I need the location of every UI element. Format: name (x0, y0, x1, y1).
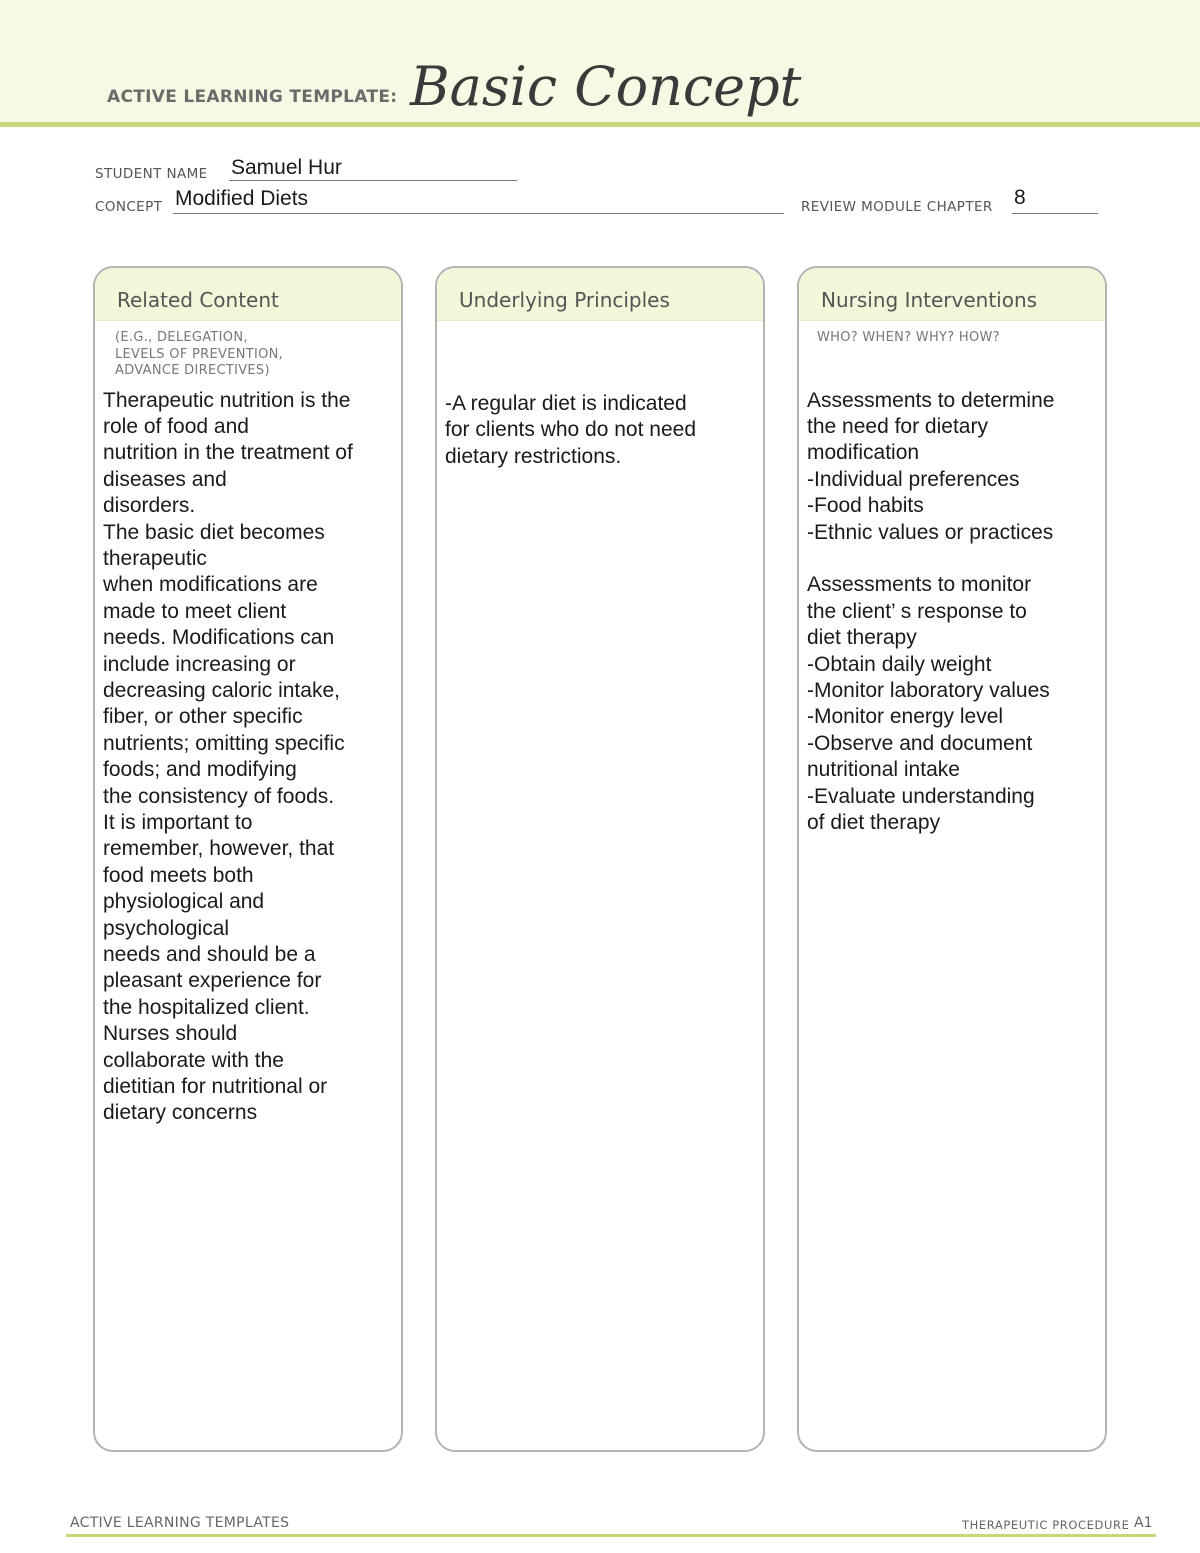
underlying-principles-panel (435, 266, 765, 1452)
concept-label: CONCEPT (95, 199, 163, 215)
student-name-field[interactable]: Samuel Hur (231, 156, 342, 179)
page-number: A1 (1134, 1515, 1153, 1531)
page-title: Basic Concept (410, 55, 802, 118)
related-content-subtitle-line: LEVELS OF PREVENTION, (115, 346, 284, 362)
underlying-principles-title: Underlying Principles (437, 268, 763, 321)
chapter-label: REVIEW MODULE CHAPTER (801, 199, 993, 215)
related-content-subtitle-line: (E.G., DELEGATION, (115, 330, 248, 345)
related-content-title: Related Content (95, 268, 401, 321)
footer-procedure: THERAPEUTIC PROCEDURE (962, 1518, 1130, 1532)
nursing-interventions-panel (797, 266, 1107, 1452)
doc-label: ACTIVE LEARNING TEMPLATE: (107, 87, 398, 107)
concept-field[interactable]: Modified Diets (175, 187, 309, 210)
concept-underline (173, 213, 784, 214)
student-name-label: STUDENT NAME (95, 166, 208, 182)
student-name-underline (229, 180, 517, 181)
nursing-interventions-text[interactable]: Assessments to determine the need for dietary modification -Individual preferences -Food habits -Ethnic values or practices Assessments to monitor the client’ s response to diet therapy -Obtain daily weight -Monitor laboratory values -Monitor energy level -Observe and document nutritional intake -Evaluate understanding of diet therapy (807, 388, 1055, 834)
nursing-interventions-title: Nursing Interventions (799, 268, 1105, 321)
footer-rule (66, 1534, 1156, 1537)
underlying-principles-text[interactable]: -A regular diet is indicated for clients who do not need dietary restrictions. (445, 392, 696, 468)
related-content-panel (93, 266, 403, 1452)
related-content-text[interactable]: Therapeutic nutrition is the role of food and nutrition in the treatment of diseases and disorders. The basic diet becomes therapeutic when modifications are made to meet client needs. Modifications can include increasing or decreasing caloric intake, fiber, or other specific nutrients; omitting specific foods; and modifying the consistency of foods. It is important to remember, however, that food meets both physiological and psychological needs and should be a pleasant experience for the hospitalized client. Nurses should collaborate with the dietitian for nutritional or dietary concerns (103, 388, 353, 1125)
chapter-field[interactable]: 8 (1014, 186, 1026, 209)
related-content-subtitle (95, 321, 401, 380)
header-rule (0, 122, 1200, 127)
chapter-underline (1012, 213, 1098, 214)
related-content-subtitle-line: ADVANCE DIRECTIVES) (115, 363, 270, 378)
nursing-interventions-subtitle: WHO? WHEN? WHY? HOW? (817, 330, 1000, 345)
footer-label: ACTIVE LEARNING TEMPLATES (70, 1515, 290, 1531)
